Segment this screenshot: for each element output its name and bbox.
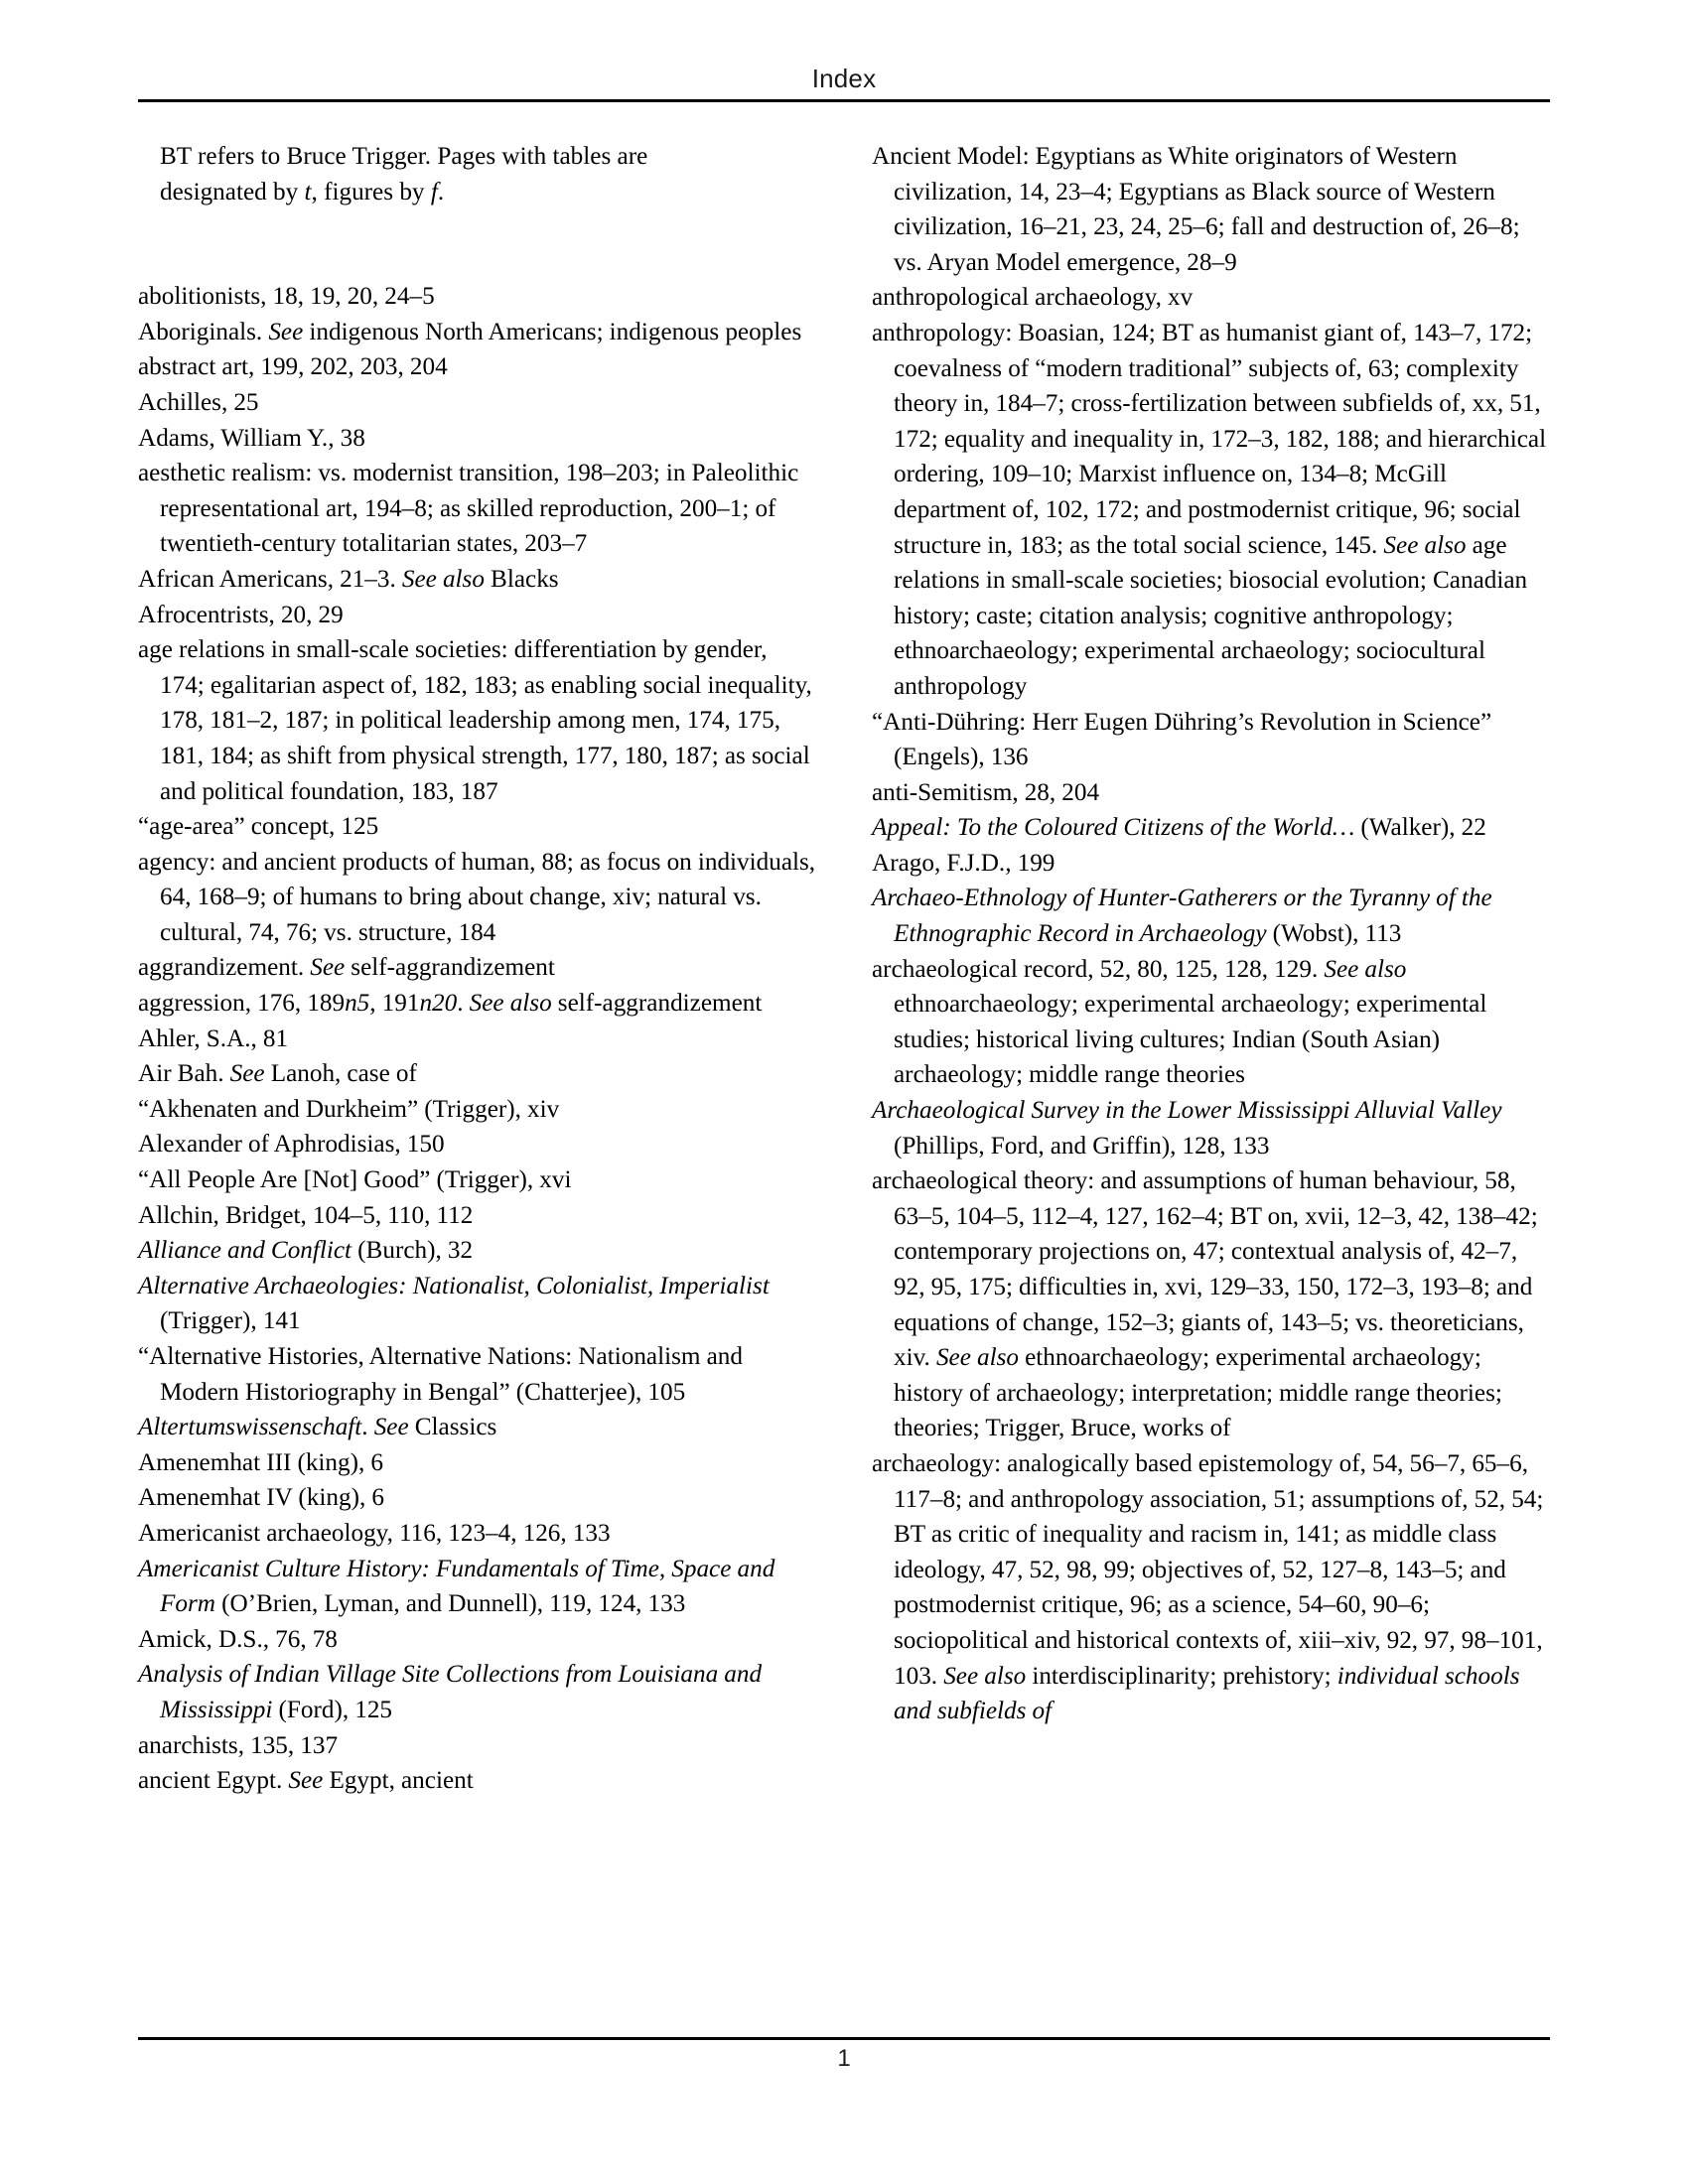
- index-entry: [138, 1410, 816, 1445]
- entry-italic-run: n20: [419, 990, 458, 1018]
- entry-text-run: agency: and ancient products of human, 88; as focus on individuals, 64, 168–9; of humans to bring about change, xiv; natural vs. cultural, 74, 76; vs. structure, 184: [138, 848, 816, 946]
- index-entry: [138, 421, 816, 457]
- entry-text-run: Arago, F.J.D., 199: [872, 849, 1055, 877]
- entry-text-run: abstract art, 199, 202, 203, 204: [138, 353, 448, 381]
- entry-italic-run: See also: [1324, 955, 1407, 983]
- entry-text-run: (Burch), 32: [352, 1237, 474, 1265]
- entry-italic-run: individual schools and subfields of: [894, 1662, 1520, 1725]
- entry-text-run: anti-Semitism, 28, 204: [872, 778, 1100, 806]
- index-entry: [138, 1092, 816, 1128]
- index-entry: [138, 1022, 816, 1057]
- header-rule: [138, 99, 1550, 102]
- entry-text-run: anarchists, 135, 137: [138, 1731, 339, 1759]
- entry-text-run: age relations in small-scale societies: differentiation by gender, 174; egalitarian aspect of, 182, 183; as enabling social inequality, 178, 181–2, 187; in political leadership among men, 174, 175, 181, 184; as shift from physical strength, 177, 180, 187; as social and political foundation, 183, 187: [138, 636, 812, 805]
- index-entry: [872, 775, 1550, 811]
- index-entry: [138, 632, 816, 809]
- entry-text-run: African Americans, 21–3.: [138, 565, 402, 593]
- index-entry: [872, 846, 1550, 882]
- entry-text-run: Achilles, 25: [138, 388, 259, 416]
- index-entry: [138, 1657, 816, 1727]
- index-entry: [872, 280, 1550, 316]
- index-entry: [138, 1056, 816, 1092]
- entry-text-run: (O’Brien, Lyman, and Dunnell), 119, 124, 133: [214, 1590, 686, 1618]
- entry-text-run: “All People Are [Not] Good” (Trigger), xvi: [138, 1166, 572, 1194]
- entry-text-run: Egypt, ancient: [323, 1767, 474, 1795]
- entry-italic-run: Altertumswissenschaft: [138, 1414, 362, 1441]
- entry-text-run: (Trigger), 141: [160, 1307, 301, 1335]
- entry-text-run: (Phillips, Ford, and Griffin), 128, 133: [894, 1132, 1270, 1160]
- page-number: 1: [837, 2045, 851, 2072]
- entry-italic-run: See: [288, 1767, 324, 1795]
- index-entry: [138, 1552, 816, 1622]
- entry-italic-run: See also: [469, 990, 552, 1018]
- index-entry: [138, 845, 816, 951]
- index-entry: [138, 1339, 816, 1410]
- right-entry-list: [872, 139, 1550, 1729]
- index-entry: [138, 1445, 816, 1481]
- entry-italic-run: See also: [935, 1344, 1019, 1372]
- entry-italic-run: See also: [943, 1662, 1027, 1690]
- entry-italic-run: Archaeo-Ethnology of Hunter-Gatherers or the Tyranny of the Ethnographic Record in Archaeology: [872, 885, 1492, 948]
- index-columns: [138, 139, 1550, 2025]
- index-entry: [872, 139, 1550, 280]
- entry-text-run: Lanoh, case of: [264, 1060, 417, 1088]
- index-entry: [872, 1446, 1550, 1729]
- entry-text-run: Adams, William Y., 38: [138, 424, 365, 452]
- index-entry: [138, 279, 816, 315]
- index-entry: [872, 881, 1550, 951]
- left-entry-list: [138, 279, 816, 1799]
- index-entry: [138, 1127, 816, 1162]
- entry-text-run: Amick, D.S., 76, 78: [138, 1625, 338, 1653]
- entry-text-run: Amenemhat IV (king), 6: [138, 1484, 384, 1512]
- entry-text-run: archaeological record, 52, 80, 125, 128, 129.: [872, 955, 1325, 983]
- index-entry: [872, 1093, 1550, 1163]
- index-entry: [138, 1269, 816, 1339]
- entry-text-run: interdisciplinarity; prehistory;: [1026, 1662, 1337, 1690]
- index-entry: [138, 950, 816, 986]
- index-entry: [138, 1763, 816, 1799]
- entry-text-run: self-aggrandizement: [551, 990, 763, 1018]
- entry-text-run: anthropology: Boasian, 124; BT as humanist giant of, 143–7, 172; coevalness of “modern traditional” subjects of, 63; complexity theory in, 184–7; cross-fertilization between subfields of, xx, 51, 172; equality and inequality in, 172–3, 182, 188; and hierarchical ordering, 109–10; Marxist influence on, 134–8; McGill department of, 102, 172; and postmodernist critique, 96; social structure in, 183; as the total social science, 145.: [872, 319, 1547, 559]
- entry-italic-run: Alliance and Conflict: [138, 1237, 352, 1265]
- entry-text-run: anthropological archaeology, xv: [872, 284, 1194, 312]
- entry-text-run: Allchin, Bridget, 104–5, 110, 112: [138, 1201, 474, 1229]
- index-entry: [138, 385, 816, 421]
- entry-text-run: .: [457, 990, 470, 1018]
- entry-text-run: “Anti-Dühring: Herr Eugen Dühring’s Revolution in Science” (Engels), 136: [872, 708, 1492, 771]
- index-entry: [872, 1163, 1550, 1446]
- entry-text-run: age relations in small-scale societies; biosocial evolution; Canadian history; caste; citation analysis; cognitive anthropology; ethnoarchaeology; experimental archaeology; sociocultural anthropology: [894, 531, 1528, 700]
- entry-text-run: self-aggrandizement: [345, 954, 555, 982]
- entry-text-run: archaeology: analogically based epistemology of, 54, 56–7, 65–6, 117–8; and anthropology association, 51; assumptions of, 52, 54; BT as critic of inequality and racism in, 141; as middle class ideology, 47, 52, 98, 99; objectives of, 52, 127–8, 143–5; and postmodernist critique, 96; as a science, 54–60, 90–6; sociopolitical and historical contexts of, xiii–xiv, 92, 97, 98–101, 103.: [872, 1449, 1544, 1690]
- footer-rule: [138, 2037, 1550, 2040]
- entry-text-run: archaeological theory: and assumptions of human behaviour, 58, 63–5, 104–5, 112–4, 127, 162–4; BT on, xvii, 12–3, 42, 138–42; contemporary projections on, 47; contextual analysis of, 42–7, 92, 95, 175; difficulties in, xvi, 129–33, 150, 172–3, 193–8; and equations of change, 152–3; giants of, 143–5; vs. theoreticians, xiv.: [872, 1167, 1538, 1372]
- index-entry: [138, 349, 816, 385]
- index-entry: [138, 456, 816, 562]
- left-column: [138, 139, 816, 2025]
- entry-text-run: Americanist archaeology, 116, 123–4, 126, 133: [138, 1519, 611, 1547]
- index-entry: [872, 952, 1550, 1093]
- entry-text-run: Afrocentrists, 20, 29: [138, 601, 344, 628]
- index-entry: [138, 562, 816, 598]
- entry-text-run: aggression, 176, 189: [138, 990, 346, 1018]
- entry-text-run: (Ford), 125: [272, 1696, 393, 1723]
- index-entry: [138, 1728, 816, 1764]
- entry-text-run: (Wobst), 113: [1266, 920, 1402, 948]
- running-head: Index: [811, 64, 877, 93]
- entry-text-run: indigenous North Americans; indigenous peoples: [303, 318, 802, 345]
- entry-text-run: Ancient Model: Egyptians as White originators of Western civilization, 14, 23–4; Egyptians as Black source of Western civilization, 16–21, 23, 24, 25–6; fall and destruction of, 26–8; vs. Aryan Model emergence, 28–9: [872, 143, 1520, 276]
- entry-italic-run: Alternative Archaeologies: Nationalist, Colonialist, Imperialist: [138, 1272, 770, 1299]
- entry-text-run: aggrandizement.: [138, 954, 311, 982]
- headnote-line-2: designated by t, figures by f.: [160, 178, 445, 205]
- entry-text-run: , 191: [369, 990, 420, 1018]
- entry-italic-run: Americanist Culture History: Fundamentals of Time, Space and Form: [138, 1555, 775, 1618]
- entry-text-run: abolitionists, 18, 19, 20, 24–5: [138, 283, 435, 311]
- index-entry: [872, 705, 1550, 775]
- entry-italic-run: See: [373, 1414, 409, 1441]
- entry-text-run: Amenemhat III (king), 6: [138, 1448, 383, 1476]
- headnote: [138, 139, 816, 209]
- index-entry: [138, 1162, 816, 1198]
- entry-italic-run: See also: [1383, 531, 1467, 559]
- entry-italic-run: See also: [401, 565, 485, 593]
- headnote-line-1: BT refers to Bruce Trigger. Pages with tables are: [160, 143, 648, 170]
- index-entry: [872, 316, 1550, 705]
- entry-text-run: Classics: [408, 1414, 497, 1441]
- entry-text-run: “age-area” concept, 125: [138, 813, 379, 841]
- entry-text-run: Alexander of Aphrodisias, 150: [138, 1131, 445, 1159]
- index-entry: [138, 1516, 816, 1552]
- index-entry: [872, 810, 1550, 846]
- entry-text-run: ethnoarchaeology; experimental archaeology; history of archaeology; interpretation; middle range theories; theories; Trigger, Bruce, works of: [894, 1344, 1502, 1442]
- right-column: [872, 139, 1550, 2025]
- entry-italic-run: n5: [345, 990, 370, 1018]
- index-entry: [138, 1233, 816, 1269]
- entry-italic-run: Archaeological Survey in the Lower Mississippi Alluvial Valley: [872, 1097, 1502, 1125]
- entry-text-run: (Walker), 22: [1354, 814, 1486, 842]
- entry-text-run: ethnoarchaeology; experimental archaeology; experimental studies; historical living cultures; Indian (South Asian) archaeology; middle range theories: [894, 991, 1487, 1089]
- entry-text-run: Ahler, S.A., 81: [138, 1024, 289, 1052]
- entry-italic-run: Analysis of Indian Village Site Collections from Louisiana and Mississippi: [138, 1661, 763, 1723]
- index-entry: [138, 1198, 816, 1234]
- entry-text-run: aesthetic realism: vs. modernist transition, 198–203; in Paleolithic representational art, 194–8; as skilled reproduction, 200–1; of twentieth-century totalitarian states, 203–7: [138, 460, 799, 558]
- entry-text-run: ancient Egypt.: [138, 1767, 289, 1795]
- index-entry: [138, 986, 816, 1022]
- entry-text-run: “Alternative Histories, Alternative Nations: Nationalism and Modern Historiography in Bengal” (Chatterjee), 105: [138, 1343, 743, 1406]
- index-entry: [138, 1480, 816, 1516]
- index-entry: [138, 809, 816, 845]
- entry-italic-run: See: [229, 1060, 265, 1088]
- index-entry: [138, 315, 816, 350]
- entry-text-run: .: [361, 1414, 374, 1441]
- entry-italic-run: See: [310, 954, 346, 982]
- entry-text-run: Air Bah.: [138, 1060, 230, 1088]
- entry-text-run: “Akhenaten and Durkheim” (Trigger), xiv: [138, 1095, 560, 1123]
- entry-italic-run: See: [268, 318, 304, 345]
- index-entry: [138, 598, 816, 633]
- entry-italic-run: Appeal: To the Coloured Citizens of the World…: [872, 814, 1355, 842]
- entry-text-run: Blacks: [484, 565, 559, 593]
- index-entry: [138, 1622, 816, 1658]
- entry-text-run: Aboriginals.: [138, 318, 269, 345]
